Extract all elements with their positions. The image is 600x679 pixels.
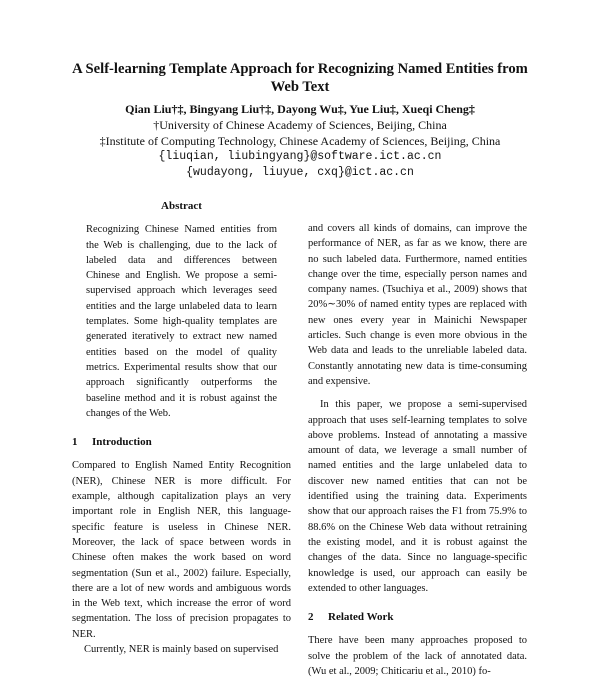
email-line-2: {wudayong, liuyue, cxq}@ict.ac.cn xyxy=(186,166,414,179)
author-list: Qian Liu†‡, Bingyang Liu†‡, Dayong Wu‡, Yue Liu‡, Xueqi Cheng‡ xyxy=(125,102,475,116)
section-number: 2 xyxy=(308,611,314,624)
section-title: Introduction xyxy=(92,436,152,449)
affiliation-2: ‡Institute of Computing Technology, Chinese Academy of Sciences, Beijing, China xyxy=(99,134,501,148)
section-number: 1 xyxy=(72,436,78,449)
related-paragraph-1: There have been many approaches proposed to solve the problem of the lack of annotated data. (Wu et al., 2009; Chiticariu et al., 2010) fo- xyxy=(308,635,527,678)
left-column xyxy=(72,199,291,657)
abstract-heading: Abstract xyxy=(161,200,202,212)
section-heading-related-work xyxy=(308,610,527,625)
abstract-text: Recognizing Chinese Named entities from the Web is challenging, due to the lack of labeled data and differences between Chinese and English. We propose a semi-supervised approach which leverages seed entities and the large unlabeled data to learn templates. Some high-quality templates are generated iteratively to extract new named entities based on the model of quality metrics. Experimental results show that our approach significantly outperforms the baseline method and it is robust against the changes of the Web. xyxy=(86,224,277,419)
intro-paragraph-1: Compared to English Named Entity Recognition (NER), Chinese NER is more difficult. For example, although capitalization plays an very important role in English NER, this language-specific feature is useless in Chinese NER. Moreover, the lack of space between words in Chinese often makes the work based on word segmentation (Sun et al., 2002) failure. Especially, there are a lot of new words and ambiguous words in the Web text, which increase the error of word segmentation. The loss of precision propagates to NER. xyxy=(72,460,291,640)
right-paragraph-1: and covers all kinds of domains, can improve the performance of NER, as far as we know, there are no such labeled data. Furthermore, named entities change over the time, especially person names and company names. (Tsuchiya et al., 2009) shows that 20%∼30% of named entity types are replaced with new ones every year in Mainichi Newspaper articles. Such change is even more obvious in the Web data and leads to the unreliable labeled data. Constantly annotating new data is time-consuming and expensive. xyxy=(308,223,527,387)
email-line-1: {liuqian, liubingyang}@software.ict.ac.cn xyxy=(158,150,442,163)
intro-paragraph-2: Currently, NER is mainly based on supervised xyxy=(84,644,279,656)
section-heading-introduction xyxy=(72,435,291,450)
right-paragraph-2: In this paper, we propose a semi-supervised approach that uses self-learning templates to solve above problems. Instead of annotating a massive amount of data, we leverage a small number of named entities and the large unlabeled data to discover new named entities that can not be identified using the training data. Experiments show that our approach raises the F1 from 75.9% to 88.6% on the Chinese Web data without retraining the existing model, and it is robust against the changes of the data. Since no language-specific knowledge is used, our approach can easily be extended to other languages. xyxy=(308,399,527,594)
section-title: Related Work xyxy=(328,611,394,624)
affiliation-1: †University of Chinese Academy of Sciences, Beijing, China xyxy=(153,118,447,132)
paper-title: A Self-learning Template Approach for Recognizing Named Entities from Web Text xyxy=(72,61,528,95)
right-column xyxy=(308,221,527,679)
